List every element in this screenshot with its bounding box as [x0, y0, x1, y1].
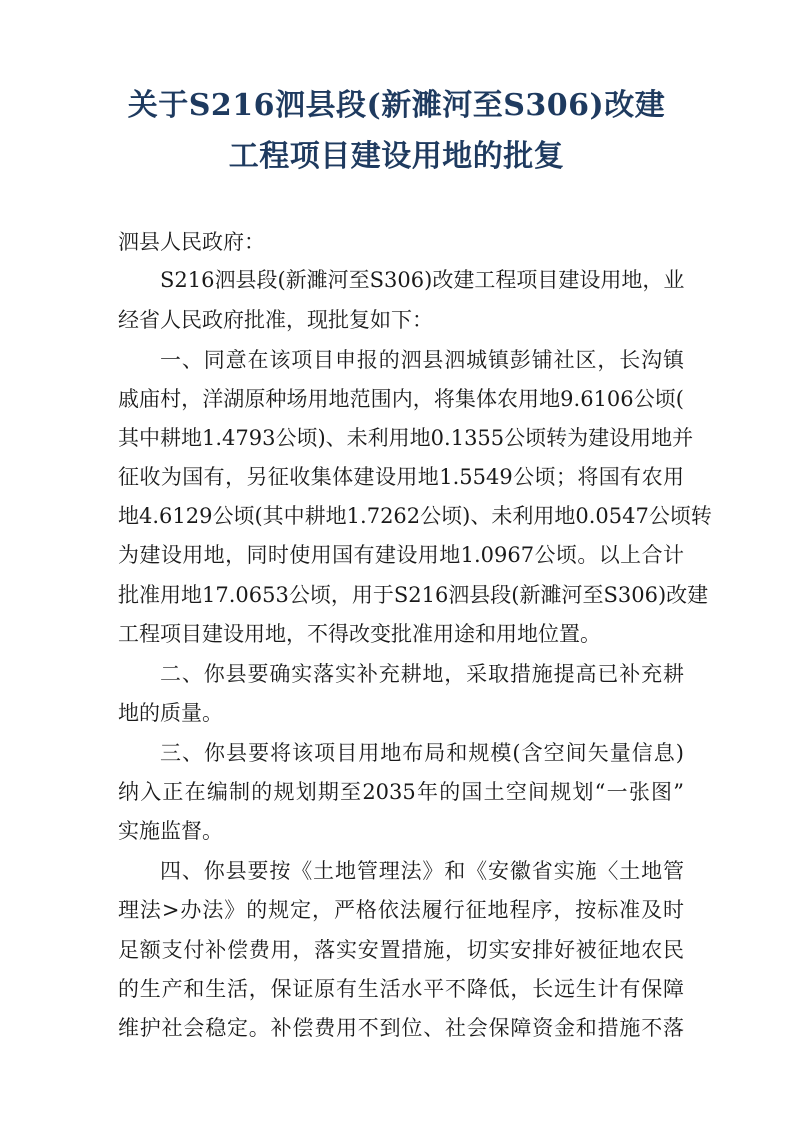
document-title-line-1: 关于S216泗县段(新濉河至S306)改建 [127, 88, 666, 123]
paragraph-line: 维护社会稳定。补偿费用不到位、社会保障资金和措施不落 [118, 1016, 684, 1040]
paragraph-line: 其中耕地1.4793公顷)、未利用地0.1355公顷转为建设用地并 [118, 426, 694, 450]
paragraph-line: 四、你县要按《土地管理法》和《安徽省实施〈土地管 [160, 859, 684, 883]
paragraph-line: 批准用地17.0653公顷，用于S216泗县段(新濉河至S306)改建 [118, 583, 709, 607]
document-title-line-2: 工程项目建设用地的批复 [228, 139, 565, 174]
salutation: 泗县人民政府： [118, 230, 265, 254]
paragraph-line: 为建设用地，同时使用国有建设用地1.0967公顷。以上合计 [118, 543, 684, 567]
paragraph-line: 经省人民政府批准，现批复如下： [118, 308, 433, 332]
paragraph-line: 三、你县要将该项目用地布局和规模(含空间矢量信息) [160, 741, 684, 765]
paragraph-line: 工程项目建设用地，不得改变批准用途和用地位置。 [118, 622, 601, 646]
paragraph-line: 二、你县要确实落实补充耕地，采取措施提高已补充耕 [160, 662, 684, 686]
paragraph-line: 纳入正在编制的规划期至2035年的国土空间规划“一张图” [118, 780, 684, 804]
paragraph-line: 戚庙村，洋湖原种场用地范围内，将集体农用地9.6106公顷( [118, 387, 684, 411]
paragraph-line: 地的质量。 [118, 701, 223, 725]
paragraph-line: 的生产和生活，保证原有生活水平不降低，长远生计有保障 [118, 977, 684, 1001]
paragraph-line: 实施监督。 [118, 819, 223, 843]
paragraph-line: 征收为国有，另征收集体建设用地1.5549公顷；将国有农用 [118, 465, 684, 489]
paragraph-line: S216泗县段(新濉河至S306)改建工程项目建设用地，业 [160, 268, 685, 292]
paragraph-line: 理法>办法》的规定，严格依法履行征地程序，按标准及时 [118, 898, 684, 922]
paragraph-line: 一、同意在该项目申报的泗县泗城镇彭铺社区，长沟镇 [160, 348, 684, 372]
paragraph-line: 足额支付补偿费用，落实安置措施，切实安排好被征地农民 [118, 938, 684, 962]
paragraph-line: 地4.6129公顷(其中耕地1.7262公顷)、未利用地0.0547公顷转 [118, 504, 712, 528]
